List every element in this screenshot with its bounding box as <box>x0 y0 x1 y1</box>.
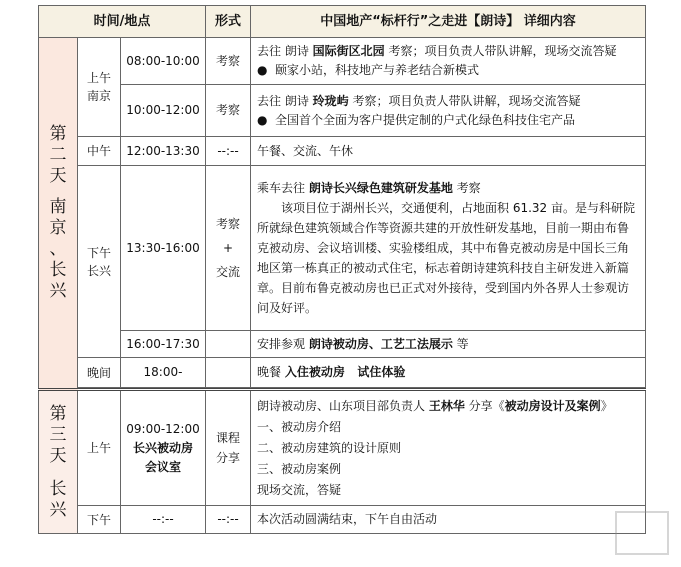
table-row <box>39 137 646 166</box>
form-cell: 考察 <box>206 85 251 137</box>
detail-text: 安排参观 <box>257 336 309 351</box>
header-form: 形式 <box>206 6 251 38</box>
form-cell: 考察 <box>206 38 251 85</box>
day2-char: 二 <box>49 145 67 165</box>
table-row <box>39 166 646 331</box>
watermark-logo <box>615 511 675 555</box>
project-description: 该项目位于湖州长兴，交通便利，占地面积 61.32 亩。是与科研院所就绿色建筑领域合作等资源共建的开放性研发基地，目前一期由布鲁克被动房、会议培训楼、实验楼组成，其中布鲁克被动房是中国长三角地区第一栋真正的被动式住宅，标志着朗诗建筑科技自主研发进入新篇章。目前布鲁克被动房也已正式对外接待，受到国内外各界人士参观访问及好评。 <box>257 201 635 315</box>
form-line: 分享 <box>215 451 240 465</box>
project-name: 国际街区北园 <box>312 44 385 58</box>
period-label: 下午 <box>86 245 111 260</box>
form-line: 交流 <box>215 265 240 279</box>
bullet-text: 全国首个全面为客户提供定制的户式化绿色科技住宅产品 <box>275 112 576 127</box>
time-text: 09:00-12:00 <box>126 421 200 436</box>
day3-gap <box>39 467 77 479</box>
agenda-item: 一、被动房介绍 <box>257 419 342 434</box>
day3-char: 第 <box>49 403 67 424</box>
detail-cell <box>251 358 646 388</box>
form-cell <box>206 331 251 358</box>
day2-char: 兴 <box>49 281 67 301</box>
project-name: 朗诗长兴绿色建筑研发基地 <box>308 181 453 195</box>
talk-title: 被动房设计及案例 <box>504 398 601 413</box>
header-detail: 中国地产“标杆行”之走进【朗诗】 详细内容 <box>251 6 646 38</box>
time-cell: 08:00-10:00 <box>121 38 206 85</box>
day3-am-period: 上午 <box>78 390 121 506</box>
day2-pm-period <box>78 166 121 358</box>
table-row <box>39 390 646 506</box>
project-name: 玲珑屿 <box>312 93 349 108</box>
day2-evening-period: 晚间 <box>78 358 121 388</box>
table-row <box>39 331 646 358</box>
agenda-item: 三、被动房案例 <box>257 461 342 476</box>
seal-icon <box>615 511 669 555</box>
detail-text: 考察 <box>452 181 481 195</box>
form-cell <box>206 390 251 506</box>
day3-label <box>39 390 78 534</box>
detail-cell <box>251 166 646 331</box>
venue-text: 长兴被动房 <box>132 440 193 455</box>
table-row <box>39 506 646 534</box>
form-line: 课程 <box>215 431 240 445</box>
day2-char: 京 <box>49 218 67 238</box>
day2-am-period <box>78 38 121 137</box>
detail-cell <box>251 38 646 85</box>
agenda-item: 现场交流，答疑 <box>257 482 342 497</box>
table-row <box>39 358 646 388</box>
highlight-text: 入住被动房 试住体验 <box>284 365 406 379</box>
place-label: 长兴 <box>86 263 111 278</box>
detail-cell <box>251 331 646 358</box>
form-cell: --:-- <box>206 137 251 166</box>
form-cell <box>206 166 251 331</box>
form-line: 考察 <box>215 217 240 231</box>
day2-gap <box>39 187 77 197</box>
period-label: 上午 <box>86 71 111 85</box>
detail-text: 去往 朗诗 <box>257 44 313 58</box>
detail-cell <box>251 85 646 137</box>
day3-char: 天 <box>49 445 67 466</box>
time-cell: 10:00-12:00 <box>121 85 206 137</box>
time-cell: 12:00-13:30 <box>121 137 206 166</box>
speaker-name: 王林华 <box>428 398 465 413</box>
table-row <box>39 38 646 85</box>
day3-pm-period: 下午 <box>78 506 121 534</box>
detail-text: 去往 朗诗 <box>257 93 313 108</box>
day3-char: 三 <box>49 424 67 445</box>
form-line: + <box>222 241 234 255</box>
detail-text: 乘车去往 <box>257 181 309 195</box>
header-row <box>39 6 646 38</box>
detail-cell: 午餐、交流、午休 <box>251 137 646 166</box>
time-cell: --:-- <box>121 506 206 534</box>
project-name: 朗诗被动房、工艺工法展示 <box>308 336 453 351</box>
day3-char: 兴 <box>49 499 67 520</box>
bullet-text: 颐家小站，科技地产与养老结合新模式 <box>275 63 480 77</box>
time-cell: 16:00-17:30 <box>121 331 206 358</box>
day2-label <box>39 38 78 390</box>
place-label: 南京 <box>86 89 111 103</box>
day3-char: 长 <box>49 478 67 499</box>
day2-char: 南 <box>49 197 67 217</box>
day2-char: 、 <box>49 239 67 259</box>
day2-char: 长 <box>49 260 67 280</box>
day2-char: 天 <box>49 166 67 186</box>
time-cell <box>121 390 206 506</box>
detail-text: 》 <box>600 398 613 413</box>
detail-text: 朗诗被动房、山东项目部负责人 <box>257 398 429 413</box>
bullet-icon: ● <box>257 112 268 127</box>
venue-text: 会议室 <box>144 459 181 474</box>
bullet-icon: ● <box>257 63 268 77</box>
detail-text: 分享《 <box>464 398 505 413</box>
schedule-table <box>38 5 646 534</box>
day2-char: 第 <box>49 124 67 144</box>
form-cell <box>206 358 251 388</box>
detail-text: 晚餐 <box>257 365 285 379</box>
form-cell: --:-- <box>206 506 251 534</box>
header-time-place: 时间/地点 <box>39 6 206 38</box>
detail-cell <box>251 390 646 506</box>
detail-cell: 本次活动圆满结束，下午自由活动 <box>251 506 646 534</box>
detail-text: 考察；项目负责人带队讲解，现场交流答疑 <box>384 44 617 58</box>
detail-text: 等 <box>452 336 469 351</box>
agenda-item: 二、被动房建筑的设计原则 <box>257 440 402 455</box>
detail-text: 考察；项目负责人带队讲解，现场交流答疑 <box>348 93 581 108</box>
time-cell: 13:30-16:00 <box>121 166 206 331</box>
time-cell: 18:00- <box>121 358 206 388</box>
day2-noon-period: 中午 <box>78 137 121 166</box>
table-row <box>39 85 646 137</box>
